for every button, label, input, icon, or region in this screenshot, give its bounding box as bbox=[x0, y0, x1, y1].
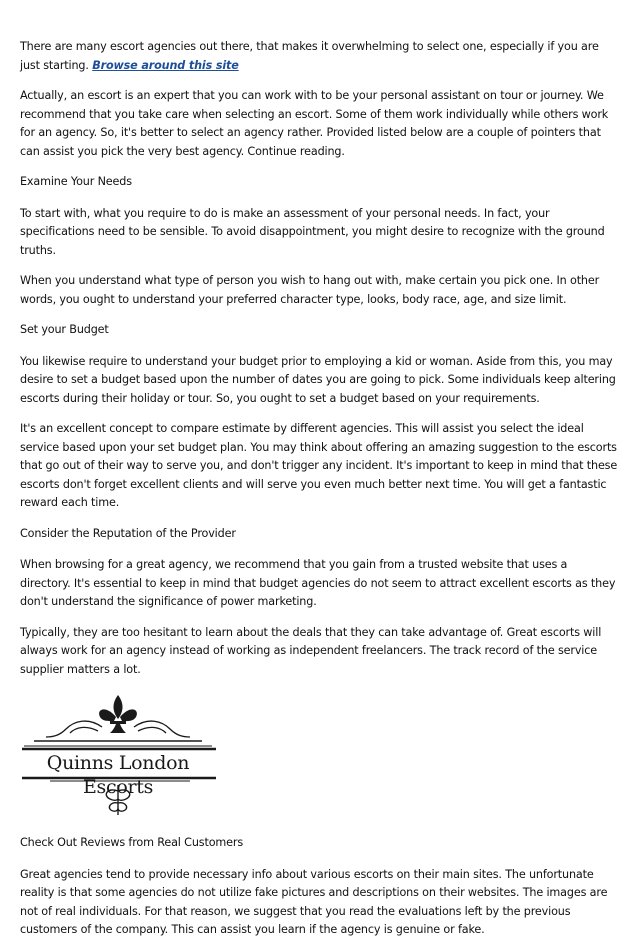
paragraph-6: When browsing for a great agency, we recommend that you gain from a trusted website that uses a directory. It's essential to keep in mind that budget agencies do not seem to attract excellent escorts as they don't understand the significance of power marketing. bbox=[20, 558, 616, 608]
document-page bbox=[20, 38, 618, 952]
paragraph-5: It's an excellent concept to compare estimate by different agencies. This will assist you select the ideal service based upon your set budget plan. You may think about offering an amazing suggestion to the escorts that go out of their way to serve you, and don't trigger any incident. It's important to keep in mind that these escorts don't forget excellent clients and will serve you even much better next time. You will get a fantastic reward each time. bbox=[20, 422, 618, 509]
agency-logo bbox=[20, 691, 220, 821]
paragraph-1: Actually, an escort is an expert that you can work with to be your personal assistant on tour or journey. We recommend that you take care when selecting an escort. Some of them work individually while others work for an agency. So, it's better to select an agency rather. Provided listed below are a couple of pointers that can assist you pick the very best agency. Continue reading. bbox=[20, 89, 609, 158]
paragraph-3: When you understand what type of person you wish to hang out with, make certain you pick one. In other words, you ought to understand your preferred character type, looks, body race, age, and size limit. bbox=[20, 274, 600, 306]
paragraph-7: Typically, they are too hesitant to learn about the deals that they can take advantage of. Great escorts will always work for an agency instead of working as independent freelancers. The track record of the service supplier matters a lot. bbox=[20, 625, 602, 676]
heading-set-budget: Set your Budget bbox=[20, 323, 109, 336]
intro-paragraph bbox=[20, 38, 618, 75]
paragraph-8: Great agencies tend to provide necessary info about various escorts on their main sites. The unfortunate reality is that some agencies do not utilize fake pictures and descriptions on their websites. The images are not of real individuals. For that reason, we suggest that you read the evaluations left by the previous customers of the company. This can assist you learn if the agency is genuine or fake. bbox=[20, 867, 608, 936]
heading-reputation: Consider the Reputation of the Provider bbox=[20, 526, 236, 540]
heading-examine-needs: Examine Your Needs bbox=[20, 175, 132, 188]
logo-text: Quinns London Escorts bbox=[46, 752, 190, 798]
heading-reviews: Check Out Reviews from Real Customers bbox=[20, 836, 243, 849]
intro-text: There are many escort agencies out there, that makes it overwhelming to select one, especially if you are just starting. bbox=[20, 40, 599, 72]
paragraph-2: To start with, what you require to do is make an assessment of your personal needs. In fact, your specifications need to be sensible. To avoid disappointment, you might desire to recognize with the ground truths. bbox=[20, 206, 605, 257]
fleur-de-lis-icon bbox=[99, 695, 137, 733]
browse-site-link[interactable]: Browse around this site bbox=[92, 58, 239, 72]
paragraph-4: You likewise require to understand your budget prior to employing a kid or woman. Aside from this, you may desire to set a budget based upon the number of dates you are going to pick. Some individuals keep altering escorts during their holiday or tour. So, you ought to set a budget based on your requirements. bbox=[20, 354, 616, 405]
